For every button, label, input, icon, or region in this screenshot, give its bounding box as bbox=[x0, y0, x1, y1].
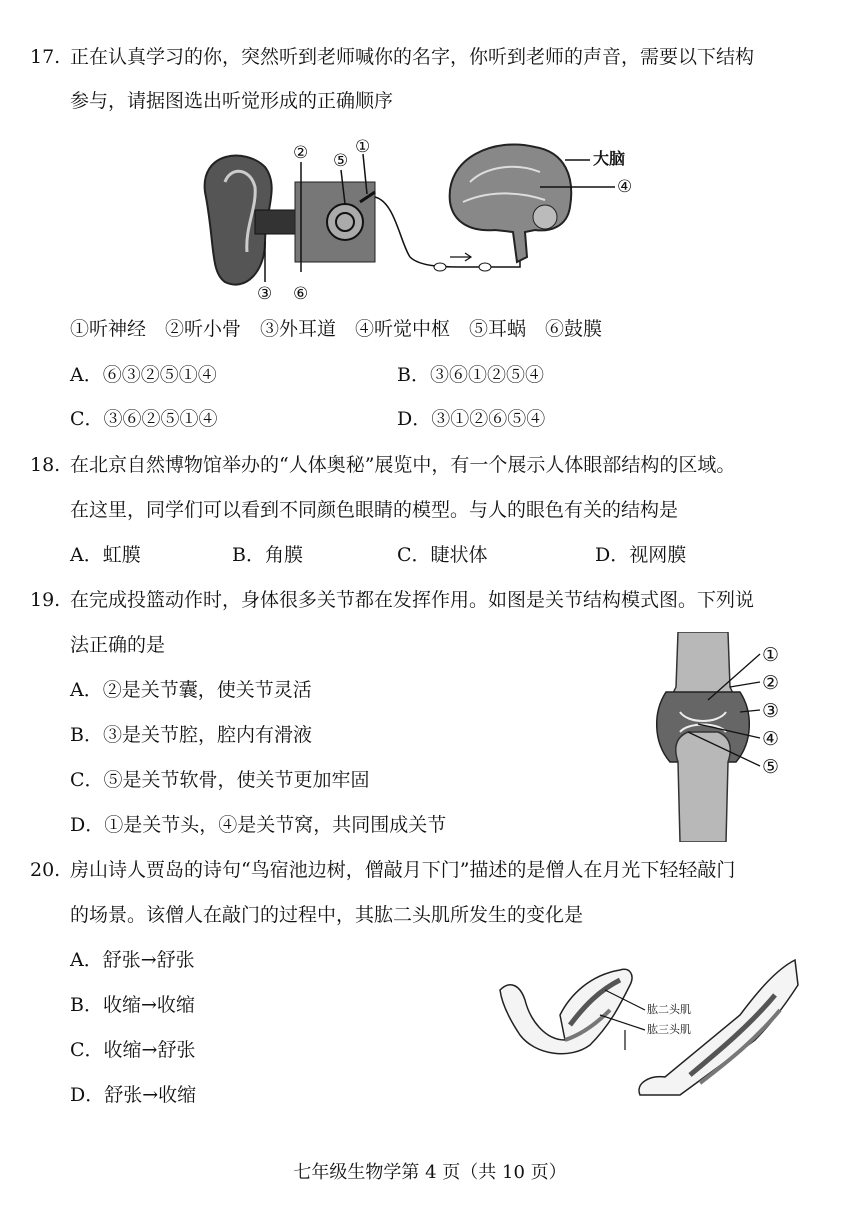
q17-option-d[interactable]: D．③①②⑥⑤④ bbox=[397, 408, 546, 430]
q18-option-d[interactable]: D．视网膜 bbox=[595, 544, 687, 566]
page-footer: 七年级生物学第 4 页（共 10 页） bbox=[293, 1162, 567, 1183]
q18-stem-line2: 在这里，同学们可以看到不同颜色眼睛的模型。与人的眼色有关的结构是 bbox=[70, 499, 679, 521]
q19-stem-line2: 法正确的是 bbox=[70, 634, 166, 656]
q19-joint-figure bbox=[648, 632, 818, 842]
q17-label-1: ① bbox=[355, 137, 371, 157]
q20-option-b[interactable]: B．收缩→收缩 bbox=[70, 994, 195, 1016]
q17-option-b[interactable]: B．③⑥①②⑤④ bbox=[397, 364, 544, 386]
q19-option-b[interactable]: B．③是关节腔，腔内有滑液 bbox=[70, 724, 312, 746]
q20-label-triceps: 肱三头肌 bbox=[647, 1023, 691, 1036]
q18-number: 18. bbox=[30, 454, 61, 476]
q20-label-biceps: 肱二头肌 bbox=[647, 1003, 691, 1016]
q18-option-c[interactable]: C．睫状体 bbox=[397, 544, 488, 566]
brain-shape bbox=[450, 144, 572, 262]
q19-option-a[interactable]: A．②是关节囊，使关节灵活 bbox=[70, 679, 312, 701]
q17-ear-brain-figure bbox=[195, 132, 655, 312]
q17-label-5: ⑤ bbox=[333, 151, 349, 171]
q17-legend: ①听神经 ②听小骨 ③外耳道 ④听觉中枢 ⑤耳蜗 ⑥鼓膜 bbox=[70, 318, 603, 340]
q20-number: 20. bbox=[30, 859, 61, 881]
cochlea-shape bbox=[327, 204, 363, 240]
q17-label-brain: 大脑 bbox=[593, 149, 626, 168]
q17-label-2: ② bbox=[293, 143, 309, 163]
q18-option-a[interactable]: A．虹膜 bbox=[70, 544, 141, 566]
q19-option-d[interactable]: D．①是关节头，④是关节窝，共同围成关节 bbox=[70, 814, 447, 836]
q20-stem-line1: 房山诗人贾岛的诗句“鸟宿池边树，僧敲月下门”描述的是僧人在月光下轻轻敲门 bbox=[70, 859, 736, 881]
q19-option-c[interactable]: C．⑤是关节软骨，使关节更加牢固 bbox=[70, 769, 370, 791]
q20-option-c[interactable]: C．收缩→舒张 bbox=[70, 1039, 196, 1061]
q19-number: 19. bbox=[30, 589, 61, 611]
q17-label-4: ④ bbox=[617, 177, 633, 197]
q19-label-5: ⑤ bbox=[762, 756, 780, 778]
q20-arm-figure bbox=[490, 955, 800, 1105]
q17-stem-line1: 正在认真学习的你，突然听到老师喊你的名字，你听到老师的声音，需要以下结构 bbox=[70, 46, 755, 68]
q17-label-6: ⑥ bbox=[293, 284, 309, 304]
q17-number: 17. bbox=[30, 46, 61, 68]
q20-stem-line2: 的场景。该僧人在敲门的过程中，其肱二头肌所发生的变化是 bbox=[70, 904, 584, 926]
q17-option-a[interactable]: A．⑥③②⑤①④ bbox=[70, 364, 217, 386]
q19-label-3: ③ bbox=[762, 700, 780, 722]
q20-option-a[interactable]: A．舒张→舒张 bbox=[70, 949, 195, 971]
q19-label-1: ① bbox=[762, 644, 780, 666]
q17-stem-line2: 参与，请据图选出听觉形成的正确顺序 bbox=[70, 90, 394, 112]
q17-option-c[interactable]: C．③⑥②⑤①④ bbox=[70, 408, 218, 430]
q19-label-4: ④ bbox=[762, 728, 780, 750]
q18-option-b[interactable]: B．角膜 bbox=[232, 544, 303, 566]
q19-label-2: ② bbox=[762, 672, 780, 694]
q19-stem-line1: 在完成投篮动作时，身体很多关节都在发挥作用。如图是关节结构模式图。下列说 bbox=[70, 589, 755, 611]
q20-option-d[interactable]: D．舒张→收缩 bbox=[70, 1084, 197, 1106]
q17-label-3: ③ bbox=[257, 284, 273, 304]
q18-stem-line1: 在北京自然博物馆举办的“人体奥秘”展览中，有一个展示人体眼部结构的区域。 bbox=[70, 454, 736, 476]
